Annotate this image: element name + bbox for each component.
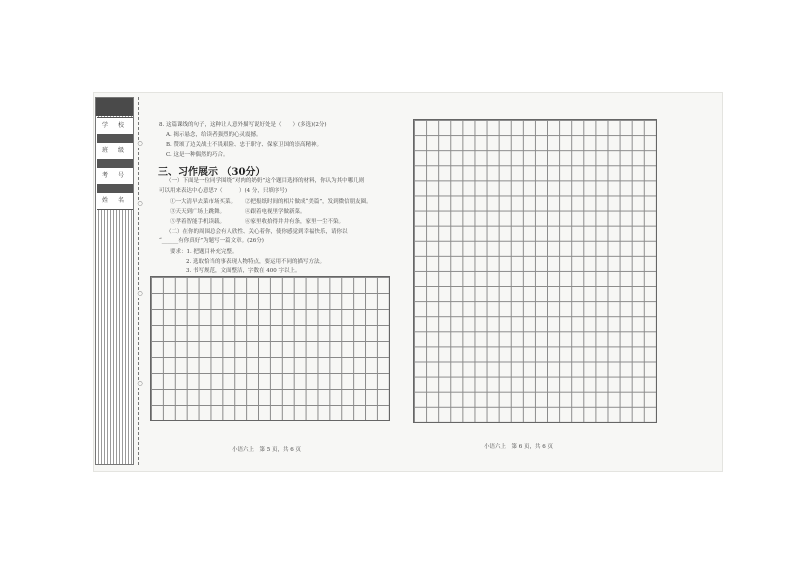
material-option-3: ③天天到广场上跳舞。	[170, 209, 226, 215]
class-field: 班 级	[97, 142, 133, 160]
part1-line2: 可以用来表达中心意思?（ ）(4 分，只填序号)	[159, 188, 287, 194]
part2-line1: （二）在你的周围总会有人欣性、关心着你，使你感觉到幸福快乐，请你以	[166, 229, 348, 235]
material-option-2: ②把报纸时间的相片做成“美篇”，发到微信朋友圈。	[245, 199, 372, 205]
section-title: 三、习作展示 （30分）	[158, 167, 266, 178]
writing-grid-left[interactable]	[150, 276, 390, 421]
fold-mark: ○	[137, 140, 143, 147]
option-c: C. 这是一种偶然的巧合。	[166, 152, 229, 158]
fold-line	[138, 97, 143, 465]
option-a: A. 揭示悬念，给读者强烈的心灵震撼。	[166, 132, 262, 138]
option-b: B. 赞颂了边关战士不畏艰险、忠于职守、保家卫国的崇高精神。	[166, 142, 323, 148]
material-option-6: ⑥家里收拾得井井有条，家里一尘不染。	[245, 219, 345, 225]
fold-mark: ○	[137, 200, 143, 207]
binding-strip	[95, 97, 134, 465]
part1-line1: （一）下面是一位同学围绕“对肉的奶奶”这个题目选择的材料，你认为其中哪几则	[166, 178, 365, 184]
binding-divider	[97, 185, 133, 192]
left-page-footer: 小语六上 第 5 页，共 6 页	[232, 447, 301, 453]
question-8: 8. 这篇课线的句子，这种让人意外描写说好处是（ ）(多选)(2分)	[159, 122, 327, 128]
requirement-2: 2. 选取恰当的事表现人物特点，要运用不同的描写方法。	[186, 259, 325, 265]
binding-margin	[95, 97, 140, 465]
right-page-footer: 小语六上 第 6 页，共 6 页	[484, 444, 553, 450]
binding-divider	[97, 160, 133, 167]
material-option-4: ④跟着电视里学做新菜。	[245, 209, 306, 215]
part2-line2: “______有你真好”为题写一篇文章。(26分)	[159, 238, 264, 244]
fold-mark: ○	[137, 380, 143, 387]
material-option-5: ⑤孝着智能手机读载。	[170, 219, 226, 225]
binding-divider	[97, 135, 133, 142]
school-field: 学 校	[97, 117, 133, 135]
material-option-1: ①一大清早去菜市场买菜。	[170, 199, 237, 205]
fold-mark: ○	[137, 290, 143, 297]
writing-grid-right[interactable]	[413, 119, 657, 423]
number-field: 考 号	[97, 167, 133, 185]
binding-header-block	[96, 98, 133, 116]
name-field: 姓 名	[97, 192, 133, 210]
requirement-1: 要求：1. 把题目补充完整。	[170, 249, 238, 255]
requirement-3: 3. 书写规范，文面整洁，字数在 400 字以上。	[186, 268, 301, 274]
